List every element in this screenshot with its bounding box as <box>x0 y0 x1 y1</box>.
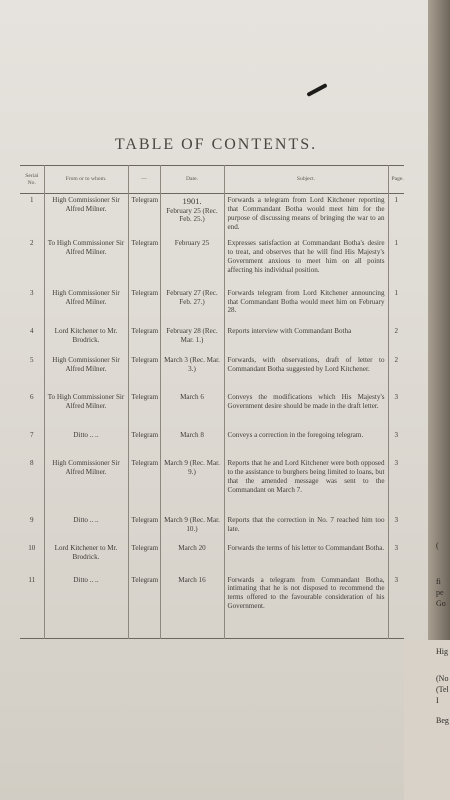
type-cell: Telegram <box>128 429 160 457</box>
table-row <box>20 194 404 238</box>
table-header-row <box>20 166 404 194</box>
table-row <box>20 457 404 514</box>
serial-cell: 2 <box>29 239 34 248</box>
page-title: TABLE OF CONTENTS. <box>114 136 318 153</box>
header-subject: Subject. <box>224 166 388 194</box>
fragment-text: Beg <box>436 716 449 725</box>
subject-cell: Forwards, with observations, draft of letter to Commandant Botha suggested by Lord Kitchener. <box>224 354 388 392</box>
fragment-text: I <box>436 696 439 705</box>
from-cell: To High Commissioner Sir Alfred Milner. <box>44 391 128 429</box>
type-cell: Telegram <box>128 237 160 286</box>
page-cell: 1 <box>388 194 404 238</box>
page-cell: 3 <box>388 542 404 573</box>
from-cell: Ditto .. .. <box>44 429 128 457</box>
year-heading: 1901. <box>182 196 202 206</box>
page-cell: 2 <box>388 354 404 392</box>
subject-cell: Reports interview with Commandant Botha <box>224 325 388 353</box>
table-row <box>20 542 404 573</box>
page-cell: 1 <box>388 237 404 286</box>
page-cell: 2 <box>388 325 404 353</box>
fragment-text: Hig <box>436 647 448 656</box>
date-cell <box>160 194 224 238</box>
date-cell: March 20 <box>160 542 224 573</box>
fragment-text: pe <box>436 588 444 597</box>
page-cell: 3 <box>388 574 404 639</box>
serial-cell: 1 <box>29 196 34 204</box>
header-page: Page. <box>388 166 404 194</box>
table-row <box>20 514 404 542</box>
serial-cell: 3 <box>29 288 34 297</box>
table-row <box>20 391 404 429</box>
page-cell: 3 <box>388 429 404 457</box>
serial-cell: 6 <box>29 393 34 402</box>
from-cell: To High Commissioner Sir Alfred Milner. <box>44 237 128 286</box>
date-cell: March 8 <box>160 429 224 457</box>
table-row <box>20 325 404 353</box>
from-cell: Ditto .. .. <box>44 574 128 639</box>
subject-cell: Conveys the modifications which His Majesty's Government desire should be made in the draft letter. <box>224 391 388 429</box>
date-cell: March 3 (Rec. Mar. 3.) <box>160 354 224 392</box>
date-cell: February 25 <box>160 237 224 286</box>
from-cell: Lord Kitchener to Mr. Brodrick. <box>44 325 128 353</box>
from-cell: High Commissioner Sir Alfred Milner. <box>44 457 128 514</box>
fragment-text: fi <box>436 577 441 586</box>
serial-cell: 4 <box>29 327 34 336</box>
type-cell: Telegram <box>128 325 160 353</box>
page-cell: 1 <box>388 287 404 326</box>
contents-table <box>20 165 404 639</box>
date-cell: March 16 <box>160 574 224 639</box>
type-cell: Telegram <box>128 457 160 514</box>
date-cell: March 6 <box>160 391 224 429</box>
header-type: — <box>128 166 160 194</box>
serial-cell: 5 <box>29 355 34 364</box>
serial-cell: 10 <box>28 544 36 553</box>
ink-mark <box>306 83 327 97</box>
serial-cell: 8 <box>29 459 34 468</box>
type-cell: Telegram <box>128 354 160 392</box>
table-body <box>20 194 404 639</box>
subject-cell: Forwards telegram from Lord Kitchener announcing that Commandant Botha would meet him on February 28. <box>224 287 388 326</box>
subject-cell: Forwards a telegram from Commandant Botha, intimating that he is not disposed to recommend the terms offered to the favourable consideration of his Government. <box>224 574 388 639</box>
table-row <box>20 237 404 286</box>
table-row <box>20 574 404 639</box>
type-cell: Telegram <box>128 287 160 326</box>
subject-cell: Reports that the correction in No. 7 reached him too late. <box>224 514 388 542</box>
from-cell: High Commissioner Sir Alfred Milner. <box>44 287 128 326</box>
fragment-text: ( <box>436 541 439 550</box>
table-row <box>20 287 404 326</box>
from-cell: Lord Kitchener to Mr. Brodrick. <box>44 542 128 573</box>
fragment-text: Go <box>436 599 446 608</box>
fragment-text: (Tel <box>436 685 449 694</box>
table-row <box>20 354 404 392</box>
date-cell: February 27 (Rec. Feb. 27.) <box>160 287 224 326</box>
serial-cell: 9 <box>29 515 34 524</box>
subject-cell: Forwards the terms of his letter to Commandant Botha. <box>224 542 388 573</box>
subject-cell: Expresses satisfaction at Commandant Botha's desire to treat, and observes that he will find His Majesty's Government anxious to meet him on all points affecting his individual position. <box>224 237 388 286</box>
fragment-text: (No <box>436 674 449 683</box>
date-cell: March 9 (Rec. Mar. 10.) <box>160 514 224 542</box>
from-cell: High Commissioner Sir Alfred Milner. <box>44 354 128 392</box>
header-date: Date. <box>160 166 224 194</box>
from-cell: High Commissioner Sir Alfred Milner. <box>44 194 128 238</box>
page-cell: 3 <box>388 457 404 514</box>
date-text: February 25 (Rec. Feb. 25.) <box>166 206 218 224</box>
from-cell: Ditto .. .. <box>44 514 128 542</box>
type-cell: Telegram <box>128 194 160 238</box>
type-cell: Telegram <box>128 391 160 429</box>
serial-cell: 7 <box>29 431 34 440</box>
page-cell: 3 <box>388 391 404 429</box>
table-row <box>20 429 404 457</box>
page-cell: 3 <box>388 514 404 542</box>
type-cell: Telegram <box>128 514 160 542</box>
subject-cell: Forwards a telegram from Lord Kitchener reporting that Commandant Botha would meet him for the purpose of discussing means of bringing the war to an end. <box>224 194 388 238</box>
header-from: From or to whom. <box>44 166 128 194</box>
subject-cell: Conveys a correction in the foregoing telegram. <box>224 429 388 457</box>
subject-cell: Reports that he and Lord Kitchener were both opposed to the assistance to burghers being limited to loans, but that the amended message was sent to the Commandant on March 7. <box>224 457 388 514</box>
header-serial: Serial No. <box>25 172 39 186</box>
date-cell: February 28 (Rec. Mar. 1.) <box>160 325 224 353</box>
date-cell: March 9 (Rec. Mar. 9.) <box>160 457 224 514</box>
serial-cell: 11 <box>28 575 36 584</box>
type-cell: Telegram <box>128 542 160 573</box>
type-cell: Telegram <box>128 574 160 639</box>
next-page-fragments <box>436 0 450 800</box>
